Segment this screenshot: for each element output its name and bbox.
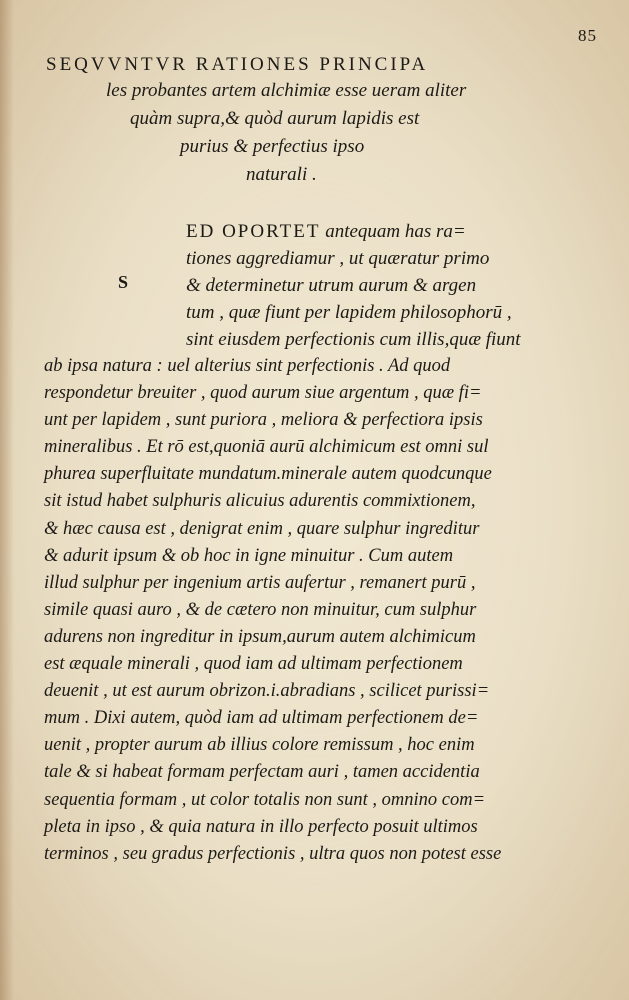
opening-line: tum , quæ fiunt per lapidem philosophorū , [186, 302, 512, 323]
page-number: 85 [578, 26, 597, 45]
body-line: terminos , seu gradus perfectionis , ultra quos non potest esse [44, 843, 502, 864]
drop-letter: S [118, 272, 129, 292]
body-line: ab ipsa natura : uel alterius sint perfectionis . Ad quod [44, 356, 451, 376]
body-line: pleta in ipso , & quia natura in illo perfecto posuit ultimos [44, 816, 478, 837]
opening-line [186, 218, 606, 245]
body-line: unt per lapidem , sunt puriora , meliora & perfectiora ipsis [44, 410, 483, 431]
subheading-line: quàm supra,& quòd aurum lapidis est [130, 108, 420, 129]
body-line: est æquale minerali , quod iam ad ultimam perfectionem [44, 654, 463, 675]
body-line: deuenit , ut est aurum obrizon.i.abradians , scilicet purissi= [44, 681, 490, 702]
body-line: illud sulphur per ingenium artis aufertur , remanert purū , [44, 572, 476, 593]
opening-caps: ED OPORTET [186, 221, 321, 242]
subheading-line: purius & perfectius ipso [180, 136, 365, 157]
body-line: & hæc causa est , denigrat enim , quare sulphur ingreditur [44, 518, 480, 539]
body-line: mineralibus . Et rō est,quoniā aurū alchimicum est omni sul [44, 437, 489, 458]
opening-line: & determinetur utrum aurum & argen [186, 275, 477, 296]
subheading-line: naturali . [246, 164, 317, 185]
opening-line: tiones aggrediamur , ut quæratur primo [186, 248, 490, 269]
page-gutter-shadow [0, 0, 14, 1000]
body-line: mum . Dixi autem, quòd iam ad ultimam perfectionem de= [44, 708, 479, 729]
body-line: phurea superfluitate mundatum.minerale autem quodcunque [44, 464, 492, 485]
body-line: sequentia formam , ut color totalis non sunt , omnino com= [44, 789, 486, 810]
body-line: tale & si habeat formam perfectam auri , tamen accidentia [44, 762, 480, 783]
body-paragraph [44, 353, 604, 868]
body-line: adurens non ingreditur in ipsum,aurum autem alchimicum [44, 626, 476, 647]
section-heading: SEQVVNTVR RATIONES PRINCIPA [46, 54, 429, 75]
opening-line-text: antequam has ra= [325, 221, 466, 242]
opening-line: sint eiusdem perfectionis cum illis,quæ fiunt [186, 329, 521, 350]
body-line: simile quasi auro , & de cætero non minuitur, cum sulphur [44, 599, 477, 620]
body-line: sit istud habet sulphuris alicuius adurentis commixtionem, [44, 491, 476, 512]
body-line: uenit , propter aurum ab illius colore remissum , hoc enim [44, 735, 475, 756]
body-line: & adurit ipsum & ob hoc in igne minuitur . Cum autem [44, 545, 454, 566]
body-line: respondetur breuiter , quod aurum siue argentum , quæ fi= [44, 383, 482, 404]
subheading-line: les probantes artem alchimiæ esse ueram aliter [106, 80, 467, 101]
opening-paragraph [186, 218, 606, 353]
